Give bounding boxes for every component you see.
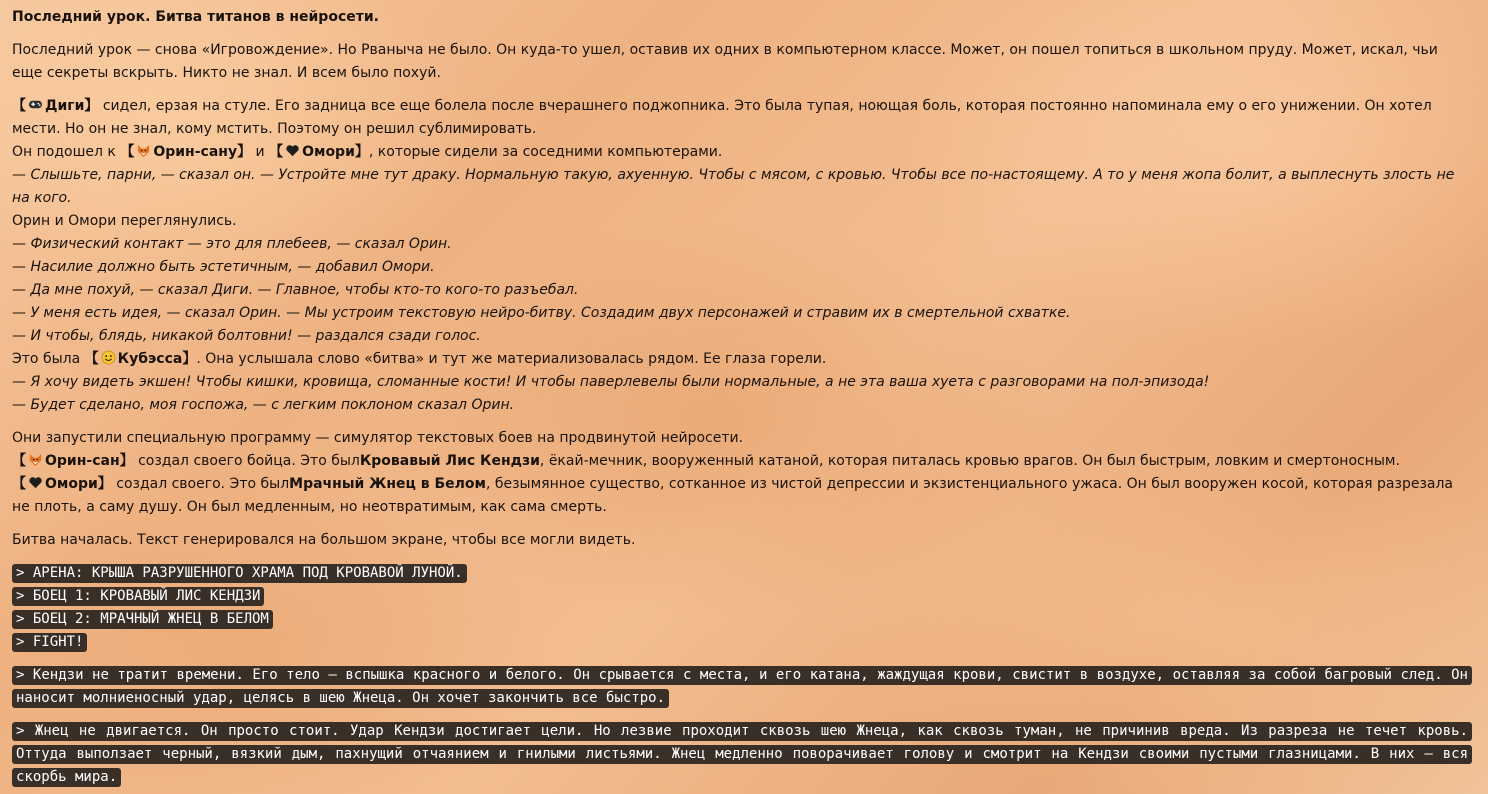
dialog-line: — И чтобы, блядь, никакой болтовни! — раздался сзади голос.	[12, 328, 481, 344]
chapter-title: Последний урок. Битва титанов в нейросети.	[12, 9, 379, 25]
terminal-block-kendzi: > Кендзи не тратит времени. Его тело — вспышка красного и белого. Он срывается с места, и его катана, жаждущая крови, свистит в воздухе, оставляя за собой багровый след. Он наносит молниеносный удар, целясь в шею Жнеца. Он хочет закончить все быстро.	[12, 666, 1472, 708]
dialog-line: — Я хочу видеть экшен! Чтобы кишки, кровища, сломанные кости! И чтобы паверлевелы были нормальные, а не эта ваша хуета с разговорами на пол-эпизода!	[12, 374, 1210, 390]
paragraph-digi-text: сидел, ерзая на стуле. Его задница все еще болела после вчерашнего поджопника. Это была тупая, ноющая боль, которая постоянно напоминала ему о его унижении. Он хотел мести. Но он не знал, кому мстить. Поэтому он решил сублимировать.	[12, 98, 1432, 137]
tag-bracket-open: 【	[12, 453, 26, 469]
paragraph-intro: Последний урок — снова «Игровождение». Но Рваныча не было. Он куда-то ушел, оставив их одних в компьютерном классе. Может, он пошел топиться в школьном пруду. Может, искал, чьи еще секреты вскрыть. Никто не знал. И всем было похуй.	[12, 42, 1438, 81]
approach-text-post: , которые сидели за соседними компьютерами.	[368, 144, 723, 160]
tag-bracket-open: 【	[12, 476, 26, 492]
story-page	[12, 6, 1472, 789]
paragraph-digi	[12, 95, 1472, 141]
black-heart-icon	[28, 475, 43, 490]
terminal-line-arena: > АРЕНА: КРЫША РАЗРУШЕННОГО ХРАМА ПОД КРОВАВОЙ ЛУНОЙ.	[12, 564, 467, 583]
character-name-orin-sanu: Орин-сану	[153, 144, 238, 160]
dialog-line: — У меня есть идея, — сказал Орин. — Мы устроим текстовую нейро-битву. Создадим двух персонажей и стравим их в смертельной схватке.	[12, 305, 1071, 321]
gamepad-icon	[28, 97, 43, 112]
orin-fighter-text-post: , ёкай-мечник, вооруженный катаной, которая питалась кровью врагов. Он был быстрым, ловким и смертоносным.	[539, 453, 1400, 469]
approach-text-pre: Он подошел к	[12, 144, 121, 160]
character-tag-orin-sanu	[120, 144, 251, 160]
tag-bracket-open: 【	[120, 144, 135, 160]
fox-icon	[136, 143, 151, 158]
paragraph-omori-fighter	[12, 473, 1472, 519]
tag-bracket-close: 】	[237, 144, 252, 160]
kubessa-text-post: . Она услышала слово «битва» и тут же материализовалась рядом. Ее глаза горели.	[196, 351, 827, 367]
terminal-output	[12, 562, 1472, 789]
narration-line: Орин и Омори переглянулись.	[12, 213, 237, 229]
character-name-omori: Омори	[45, 476, 98, 492]
terminal-block-reaper: > Жнец не двигается. Он просто стоит. Удар Кендзи достигает цели. Но лезвие проходит сквозь шею Жнеца, как сквозь туман, не причинив вреда. Из разреза не течет кровь. Оттуда выползает черный, вязкий дым, пахнущий отчаянием и гнилыми листьями. Жнец медленно поворачивает голову и смотрит на Кендзи своими пустыми глазницами. В них — вся скорбь мира.	[12, 722, 1472, 787]
tag-bracket-close: 】	[97, 476, 112, 492]
paragraph-program: Они запустили специальную программу — симулятор текстовых боев на продвинутой нейросети.	[12, 430, 744, 446]
dialog-line: — Да мне похуй, — сказал Диги. — Главное, чтобы кто-то кого-то разъебал.	[12, 282, 579, 298]
character-tag-omori	[12, 476, 112, 492]
tag-bracket-open: 【	[269, 144, 284, 160]
orin-fighter-text-pre: создал своего бойца. Это был	[133, 453, 360, 469]
tag-bracket-close: 】	[84, 98, 99, 114]
character-tag-digi	[12, 98, 98, 114]
paragraph-kubessa	[12, 348, 1472, 371]
fighter-name-reaper: Мрачный Жнец в Белом	[289, 476, 486, 492]
terminal-line-fighter1: > БОЕЦ 1: КРОВАВЫЙ ЛИС КЕНДЗИ	[12, 587, 264, 606]
character-name-omori: Омори	[302, 144, 355, 160]
fighter-name-kendzi: Кровавый Лис Кендзи	[359, 453, 540, 469]
paragraph-orin-fighter	[12, 450, 1472, 473]
terminal-line-fight: > FIGHT!	[12, 633, 87, 652]
kubessa-text-pre: Это была	[12, 351, 85, 367]
paragraph-battle-start: Битва началась. Текст генерировался на большом экране, чтобы все могли видеть.	[12, 532, 636, 548]
approach-text-mid: и	[251, 144, 270, 160]
character-tag-omori	[269, 144, 369, 160]
dialog-line: — Слышьте, парни, — сказал он. — Устройте мне тут драку. Нормальную такую, ахуенную. Чтобы с мясом, с кровью. Чтобы все по-настоящему. А то у меня жопа болит, а выплеснуть злость не на кого.	[12, 167, 1455, 206]
fox-icon	[28, 452, 43, 467]
character-tag-kubessa	[85, 351, 197, 367]
tag-bracket-close: 】	[182, 351, 197, 367]
character-tag-orin-san	[12, 453, 134, 469]
paragraph-approach	[12, 141, 1472, 164]
smiley-icon	[101, 350, 116, 365]
character-name-digi: Диги	[45, 98, 85, 114]
dialog-line: — Физический контакт — это для плебеев, — сказал Орин.	[12, 236, 452, 252]
tag-bracket-close: 】	[119, 453, 134, 469]
dialog-line: — Насилие должно быть эстетичным, — добавил Омори.	[12, 259, 435, 275]
tag-bracket-close: 】	[354, 144, 369, 160]
character-name-kubessa: Кубэсса	[117, 351, 183, 367]
character-name-orin-san: Орин-сан	[45, 453, 120, 469]
tag-bracket-open: 【	[12, 98, 26, 114]
black-heart-icon	[285, 143, 300, 158]
omori-fighter-text-pre: создал своего. Это был	[111, 476, 290, 492]
terminal-line-fighter2: > БОЕЦ 2: МРАЧНЫЙ ЖНЕЦ В БЕЛОМ	[12, 610, 273, 629]
omori-fighter-text-post: , безымянное существо, сотканное из чистой депрессии и экзистенциального ужаса. Он был вооружен косой, которая разрезала не плоть, а саму душу. Он был медленным, но неотвратимым, как сама смерть.	[12, 476, 1454, 515]
dialog-line: — Будет сделано, моя госпожа, — с легким поклоном сказал Орин.	[12, 397, 515, 413]
tag-bracket-open: 【	[84, 351, 99, 367]
